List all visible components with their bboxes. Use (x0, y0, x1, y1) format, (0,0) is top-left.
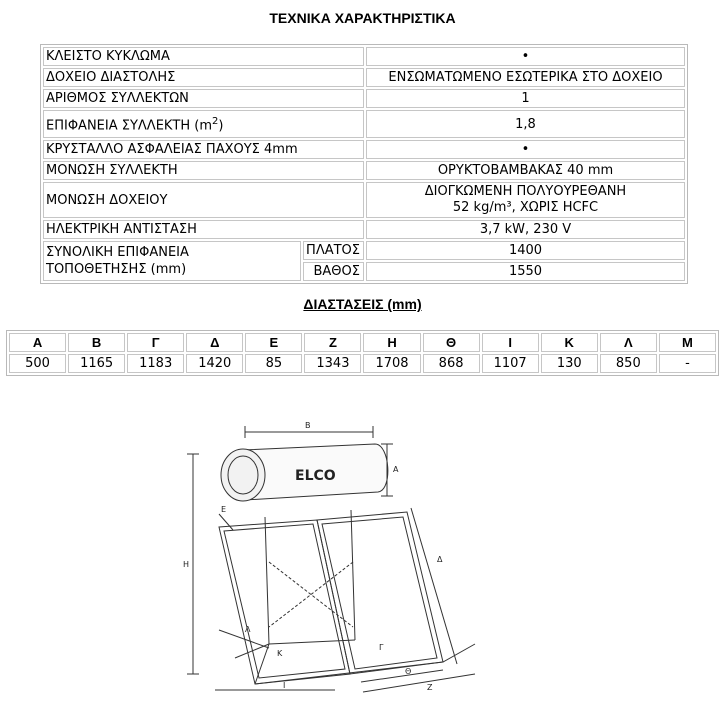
label-Gamma: Γ (379, 643, 384, 652)
dim-line-E (219, 514, 233, 530)
dimension-value: - (659, 354, 716, 373)
mounting-depth-label: ΒΑΘΟΣ (303, 262, 364, 281)
spec-row (43, 140, 685, 159)
dimension-value: 1343 (304, 354, 361, 373)
mounting-label-line: ΣΥΝΟΛΙΚΗ ΕΠΙΦΑΝΕΙΑ (46, 245, 189, 261)
label-Delta: Δ (437, 555, 443, 564)
dimension-header: Α (9, 333, 66, 352)
spec-row (43, 220, 685, 239)
front-rail (255, 644, 475, 684)
spec-row (43, 182, 685, 218)
dimension-header: Ι (482, 333, 539, 352)
dimension-value: 1165 (68, 354, 125, 373)
dim-line-Z (363, 674, 475, 692)
label-E: E (221, 505, 227, 514)
dimension-value: 850 (600, 354, 657, 373)
spec-value-line: 52 kg/m³, ΧΩΡΙΣ HCFC (452, 200, 599, 216)
spec-label: ΜΟΝΩΣΗ ΔΟΧΕΙΟΥ (43, 182, 364, 218)
dimension-header: Γ (127, 333, 184, 352)
dimensions-header-row (9, 333, 716, 352)
brand-logo: ELCO (295, 468, 336, 484)
mounting-label-line: ΤΟΠΟΘΕΤΗΣΗΣ (mm) (46, 262, 187, 278)
mounting-row (43, 241, 685, 260)
spec-row (43, 161, 685, 180)
spec-label-end: ) (218, 118, 224, 134)
label-A: A (393, 465, 399, 474)
spec-label: ΚΡΥΣΤΑΛΛΟ ΑΣΦΑΛΕΙΑΣ ΠΑΧΟΥΣ 4mm (43, 140, 364, 159)
spec-label: ΔΟΧΕΙΟ ΔΙΑΣΤΟΛΗΣ (43, 68, 364, 87)
dimension-header: Κ (541, 333, 598, 352)
dimensions-value-row (9, 354, 716, 373)
rear-leg-right (351, 510, 355, 640)
spec-value: 1,8 (366, 110, 685, 138)
dimension-header: Λ (600, 333, 657, 352)
spec-value (366, 182, 685, 218)
label-H: H (183, 560, 190, 569)
spec-value: • (366, 47, 685, 66)
dim-line-Delta (411, 508, 457, 664)
dimension-value: 868 (423, 354, 480, 373)
dimension-value: 1183 (127, 354, 184, 373)
dimension-value: 1420 (186, 354, 243, 373)
specs-table (40, 44, 688, 284)
label-B: B (305, 421, 311, 430)
spec-label-text: ΕΠΙΦΑΝΕΙΑ ΣΥΛΛΕΚΤΗ (m (46, 118, 213, 134)
spec-value: 1 (366, 89, 685, 108)
spec-value-line: ΔΙΟΓΚΩΜΕΝΗ ΠΟΛΥΟΥΡΕΘΑΝΗ (424, 184, 627, 200)
spec-row (43, 110, 685, 138)
spec-label: ΑΡΙΘΜΟΣ ΣΥΛΛΕΚΤΩΝ (43, 89, 364, 108)
dimension-value: 85 (245, 354, 302, 373)
cross-brace (269, 562, 353, 627)
page-title: ΤΕΧΝΙΚΑ ΧΑΡΑΚΤΗΡΙΣΤΙΚΑ (269, 10, 456, 26)
spec-row (43, 89, 685, 108)
spec-value: ΟΡΥΚΤΟΒΑΜΒΑΚΑΣ 40 mm (366, 161, 685, 180)
spec-row (43, 47, 685, 66)
solar-heater-diagram (175, 412, 550, 707)
label-Theta: Θ (405, 667, 412, 676)
dimension-value: 130 (541, 354, 598, 373)
spec-label-sup: 2 (212, 116, 219, 127)
label-I: I (283, 681, 286, 690)
dimension-header: Β (68, 333, 125, 352)
spec-value: 3,7 kW, 230 V (366, 220, 685, 239)
spec-label: ΜΟΝΩΣΗ ΣΥΛΛΕΚΤΗ (43, 161, 364, 180)
label-K: K (277, 649, 283, 658)
mounting-width-label: ΠΛΑΤΟΣ (303, 241, 364, 260)
dimensions-table (6, 330, 719, 376)
mounting-width-value: 1400 (366, 241, 685, 260)
label-Z: Z (427, 683, 433, 692)
rear-leg-left (265, 517, 269, 644)
spec-label: ΗΛΕΚΤΡΙΚΗ ΑΝΤΙΣΤΑΣΗ (43, 220, 364, 239)
spec-row (43, 68, 685, 87)
spec-label: ΚΛΕΙΣΤΟ ΚΥΚΛΩΜΑ (43, 47, 364, 66)
dim-line-Lambda (219, 630, 269, 648)
dimension-value: 500 (9, 354, 66, 373)
spec-value: • (366, 140, 685, 159)
dimension-header: Μ (659, 333, 716, 352)
dimensions-title: ΔΙΑΣΤΑΣΕΙΣ (mm) (303, 296, 422, 312)
label-Lambda: Λ (245, 625, 251, 634)
dimension-header: Ζ (304, 333, 361, 352)
spec-value: ΕΝΣΩΜΑΤΩΜΕΝΟ ΕΣΩΤΕΡΙΚΑ ΣΤΟ ΔΟΧΕΙΟ (366, 68, 685, 87)
mounting-label (43, 241, 301, 281)
dimension-header: Η (363, 333, 420, 352)
spec-label (43, 110, 364, 138)
dimension-value: 1708 (363, 354, 420, 373)
mounting-depth-value: 1550 (366, 262, 685, 281)
dimension-header: Δ (186, 333, 243, 352)
dimension-header: Θ (423, 333, 480, 352)
dim-line-Theta (361, 670, 443, 682)
dimension-value: 1107 (482, 354, 539, 373)
dimension-header: Ε (245, 333, 302, 352)
